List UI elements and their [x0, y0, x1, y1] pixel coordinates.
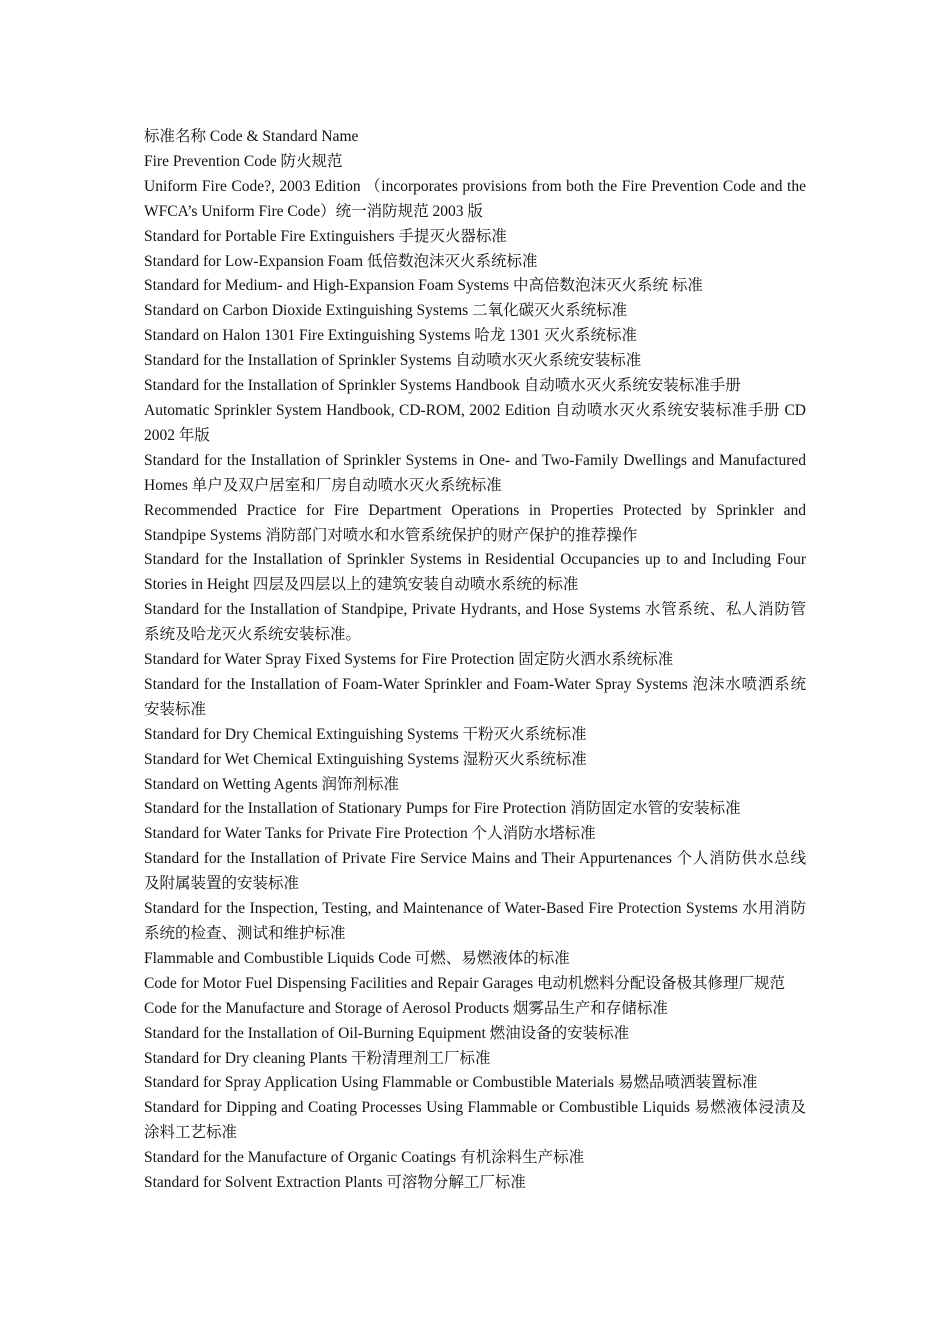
list-item: Standard for the Installation of Standpipe, Private Hydrants, and Hose Systems 水管系统、私人消防管系统及哈龙灭火系统安装标准。 — [144, 601, 806, 644]
list-item: Standard for the Manufacture of Organic Coatings 有机涂料生产标准 — [144, 1149, 585, 1167]
list-item: Standard for Wet Chemical Extinguishing Systems 湿粉灭火系统标准 — [144, 750, 587, 768]
list-item: Standard on Carbon Dioxide Extinguishing Systems 二氧化碳灭火系统标准 — [144, 302, 628, 320]
list-item: Standard for the Installation of Private Fire Service Mains and Their Appurtenances 个人消防供水总线及附属装置的安装标准 — [144, 850, 806, 893]
list-item: Standard for Dry cleaning Plants 干粉清理剂工厂标准 — [144, 1049, 491, 1067]
list-item: Standard for Medium- and High-Expansion Foam Systems 中高倍数泡沫灭火系统 标准 — [144, 277, 703, 295]
list-item: Fire Prevention Code 防火规范 — [144, 152, 343, 170]
list-item: Standard for the Installation of Sprinkler Systems 自动喷水灭火系统安装标准 — [144, 352, 642, 370]
list-item: Standard for Low-Expansion Foam 低倍数泡沫灭火系统标准 — [144, 252, 538, 270]
list-item: Standard on Halon 1301 Fire Extinguishing Systems 哈龙 1301 灭火系统标准 — [144, 327, 637, 345]
list-item: Standard for Solvent Extraction Plants 可溶物分解工厂标准 — [144, 1174, 526, 1192]
list-item: Standard for Portable Fire Extinguishers 手提灭火器标准 — [144, 227, 507, 245]
list-item: Standard for the Installation of Oil-Burning Equipment 燃油设备的安装标准 — [144, 1024, 630, 1042]
list-item: Standard for Water Spray Fixed Systems for Fire Protection 固定防火洒水系统标准 — [144, 651, 674, 669]
list-item: Flammable and Combustible Liquids Code 可燃、易燃液体的标准 — [144, 949, 570, 967]
list-item: Standard for the Installation of Sprinkler Systems in One- and Two-Family Dwellings and Manufactured Homes 单户及双户居室和厂房自动喷水灭火系统标准 — [144, 451, 806, 494]
list-item: Code for Motor Fuel Dispensing Facilities and Repair Garages 电动机燃料分配设备极其修理厂规范 — [144, 974, 786, 992]
list-item: Standard for the Installation of Sprinkler Systems in Residential Occupancies up to and Including Four Stories in Height 四层及四层以上的建筑安装自动喷水系统的标准 — [144, 551, 806, 594]
list-item: Automatic Sprinkler System Handbook, CD-ROM, 2002 Edition 自动喷水灭火系统安装标准手册 CD 2002 年版 — [144, 401, 806, 444]
list-item: Standard for Dipping and Coating Processes Using Flammable or Combustible Liquids 易燃液体浸渍及涂料工艺标准 — [144, 1099, 806, 1142]
list-item: Standard for the Installation of Sprinkler Systems Handbook 自动喷水灭火系统安装标准手册 — [144, 377, 741, 395]
list-item: Standard for Water Tanks for Private Fire Protection 个人消防水塔标准 — [144, 825, 596, 843]
table-header-line: 标准名称 Code & Standard Name — [144, 128, 359, 145]
list-item: Uniform Fire Code?, 2003 Edition （incorporates provisions from both the Fire Prevention Code and the WFCA’s Uniform Fire Code）统一消防规范 2003 版 — [144, 177, 806, 220]
list-item: Standard for the Installation of Foam-Water Sprinkler and Foam-Water Spray Systems 泡沫水喷洒系统安装标准 — [144, 675, 806, 718]
list-item: Recommended Practice for Fire Department Operations in Properties Protected by Sprinkler and Standpipe Systems 消防部门对喷水和水管系统保护的财产保护的推荐操作 — [144, 501, 806, 544]
list-item: Standard for Spray Application Using Flammable or Combustible Materials 易燃品喷洒装置标准 — [144, 1074, 758, 1092]
list-item: Standard for the Inspection, Testing, and Maintenance of Water-Based Fire Protection Systems 水用消防系统的检查、测试和维护标准 — [144, 900, 806, 942]
list-item: Standard on Wetting Agents 润饰剂标准 — [144, 775, 400, 793]
document-body — [144, 125, 806, 1196]
list-item: Code for the Manufacture and Storage of Aerosol Products 烟雾品生产和存储标准 — [144, 999, 668, 1017]
list-item: Standard for Dry Chemical Extinguishing Systems 干粉灭火系统标准 — [144, 725, 587, 743]
list-item: Standard for the Installation of Stationary Pumps for Fire Protection 消防固定水管的安装标准 — [144, 800, 741, 818]
